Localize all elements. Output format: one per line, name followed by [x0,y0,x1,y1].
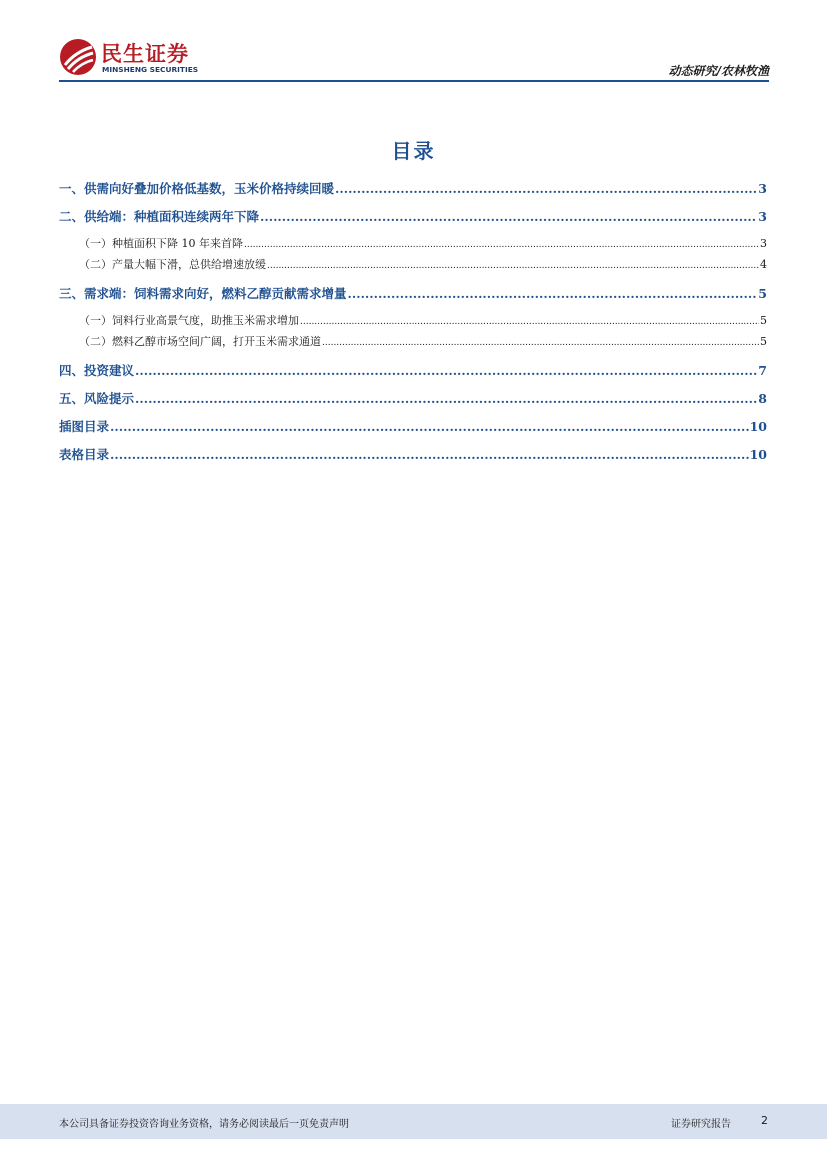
toc-entry-text: 一、供需向好叠加价格低基数，玉米价格持续回暖 [59,181,335,196]
page-number: 2 [761,1114,768,1127]
toc-entry[interactable] [59,361,767,379]
toc-entry-text: （一）饲料行业高景气度，助推玉米需求增加 [79,314,299,327]
toc-subentry[interactable] [59,256,767,272]
toc-entry-page: 7 [758,363,767,378]
logo-chinese-name: 民生证券 [101,42,189,66]
report-category: 动态研究/农林牧渔 [668,64,769,78]
toc-entry-page: 3 [758,181,767,196]
toc-leader-dots [260,209,757,224]
toc-entry-text: 五、风险提示 [59,391,135,406]
header-divider [59,80,769,82]
toc-entry-page: 3 [758,209,767,224]
toc-entry-page: 10 [749,447,767,462]
toc-leader-dots [244,240,759,250]
toc-entry-page: 10 [749,419,767,434]
toc-entry-page: 5 [760,314,767,327]
toc-subentry[interactable] [59,235,767,251]
toc-entry-page: 5 [758,286,767,301]
toc-entry[interactable] [59,284,767,302]
company-logo [59,36,219,80]
toc-entry[interactable] [59,389,767,407]
minsheng-logo-icon [59,38,97,76]
toc-entry-page: 3 [760,237,767,250]
toc-entry[interactable] [59,445,767,463]
toc-entry-page: 4 [760,258,767,271]
toc-leader-dots [322,338,759,348]
logo-english-name: MINSHENG SECURITIES [102,65,199,74]
toc-leader-dots [135,363,757,378]
toc-leader-dots [267,261,759,271]
footer-doc-type: 证券研究报告 [671,1119,731,1130]
toc-entry-text: 四、投资建议 [59,363,135,378]
toc-entry-text: （一）种植面积下降 10 年来首降 [79,237,243,250]
toc-entry[interactable] [59,417,767,435]
toc-entry-page: 8 [758,391,767,406]
toc-entry-text: 二、供给端：种植面积连续两年下降 [59,209,260,224]
toc-entry-text: 表格目录 [59,447,110,462]
toc-subentry[interactable] [59,312,767,328]
toc-leader-dots [110,447,749,462]
toc-subentry[interactable] [59,333,767,349]
toc-leader-dots [335,181,757,196]
toc-entry-page: 5 [760,335,767,348]
footer-disclaimer: 本公司具备证券投资咨询业务资格，请务必阅读最后一页免责声明 [59,1119,349,1130]
toc-leader-dots [348,286,758,301]
toc-entry-text: （二）产量大幅下滑，总供给增速放缓 [79,258,266,271]
toc-title: 目录 [391,139,436,163]
toc-entry-text: （二）燃料乙醇市场空间广阔，打开玉米需求通道 [79,335,321,348]
toc-leader-dots [110,419,749,434]
toc-leader-dots [135,391,757,406]
toc-entry-text: 三、需求端：饲料需求向好，燃料乙醇贡献需求增量 [59,286,347,301]
toc-entry[interactable] [59,179,767,197]
toc-leader-dots [300,317,759,327]
toc-entry[interactable] [59,207,767,225]
toc-entry-text: 插图目录 [59,419,110,434]
